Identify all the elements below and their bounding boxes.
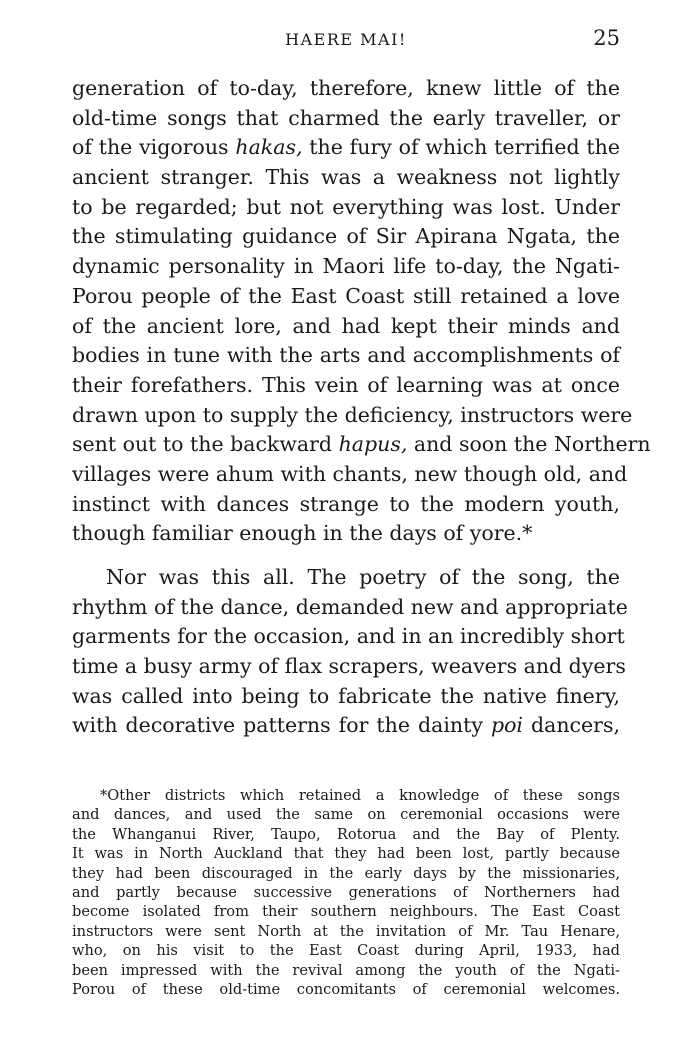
footnote-line: instructors were sent North at the invitation of Mr. Tau Henare, — [72, 922, 620, 940]
body-text — [72, 74, 651, 741]
text-line: with decorative patterns for the dainty poi dancers, — [72, 713, 620, 738]
text-line: dynamic personality in Maori life to-day, the Ngati- — [72, 254, 620, 279]
italic-term: poi — [490, 713, 523, 738]
footnote-line: been impressed with the revival among the youth of the Ngati- — [72, 961, 620, 979]
footnote-line: Porou of these old-time concomitants of ceremonial welcomes. — [72, 980, 620, 998]
paragraph-gap — [72, 549, 620, 563]
text-line: sent out to the backward hapus, and soon the Northern — [72, 432, 651, 457]
text-line: time a busy army of flax scrapers, weavers and dyers — [72, 654, 626, 679]
text-line: was called into being to fabricate the native finery, — [72, 683, 620, 708]
text-line: bodies in tune with the arts and accomplishments of — [72, 343, 620, 368]
text-line: the stimulating guidance of Sir Apirana Ngata, the — [72, 224, 620, 249]
text-line: old-time songs that charmed the early traveller, or — [72, 105, 620, 130]
page-number: 25 — [593, 26, 620, 50]
footnote-line: they had been discouraged in the early days by the missionaries, — [72, 864, 620, 882]
italic-term: hapus, — [338, 432, 408, 457]
paragraph-2 — [72, 563, 628, 741]
footnote-line: and dances, and used the same on ceremonial occasions were — [72, 806, 620, 824]
text-line: ancient stranger. This was a weakness not lightly — [72, 165, 620, 190]
footnote-line: and partly because successive generations of Northerners had — [72, 883, 620, 901]
text-line: rhythm of the dance, demanded new and appropriate — [72, 594, 628, 619]
text-line: though familiar enough in the days of yore.* — [72, 521, 533, 546]
text-line: instinct with dances strange to the modern youth, — [72, 491, 620, 516]
paragraph-1 — [72, 74, 651, 549]
footnote-line: the Whanganui River, Taupo, Rotorua and the Bay of Plenty. — [72, 825, 620, 843]
footnote — [72, 786, 620, 999]
text-line: drawn upon to supply the deficiency, instructors were — [72, 402, 633, 427]
text-line: generation of to-day, therefore, knew little of the — [72, 76, 620, 100]
running-title: HAERE MAI! — [285, 30, 407, 49]
text-line: garments for the occasion, and in an incredibly short — [72, 624, 625, 649]
footnote-line: become isolated from their southern neighbours. The East Coast — [72, 903, 620, 921]
footnote-line: *Other districts which retained a knowledge of these songs — [100, 787, 620, 804]
page-header — [72, 26, 620, 56]
italic-term: hakas, — [235, 135, 303, 160]
footnote-line: who, on his visit to the East Coast during April, 1933, had — [72, 942, 620, 960]
footnote-line: It was in North Auckland that they had been lost, partly because — [72, 845, 620, 863]
text-line: their forefathers. This vein of learning was at once — [72, 372, 620, 397]
text-line: to be regarded; but not everything was lost. Under — [72, 194, 620, 219]
text-line: of the ancient lore, and had kept their minds and — [72, 313, 620, 338]
text-line: villages were ahum with chants, new though old, and — [72, 461, 628, 486]
text-line: of the vigorous hakas, the fury of which terrified the — [72, 135, 620, 160]
text-line: Nor was this all. The poetry of the song, the — [106, 565, 620, 589]
text-line: Porou people of the East Coast still retained a love — [72, 283, 620, 308]
